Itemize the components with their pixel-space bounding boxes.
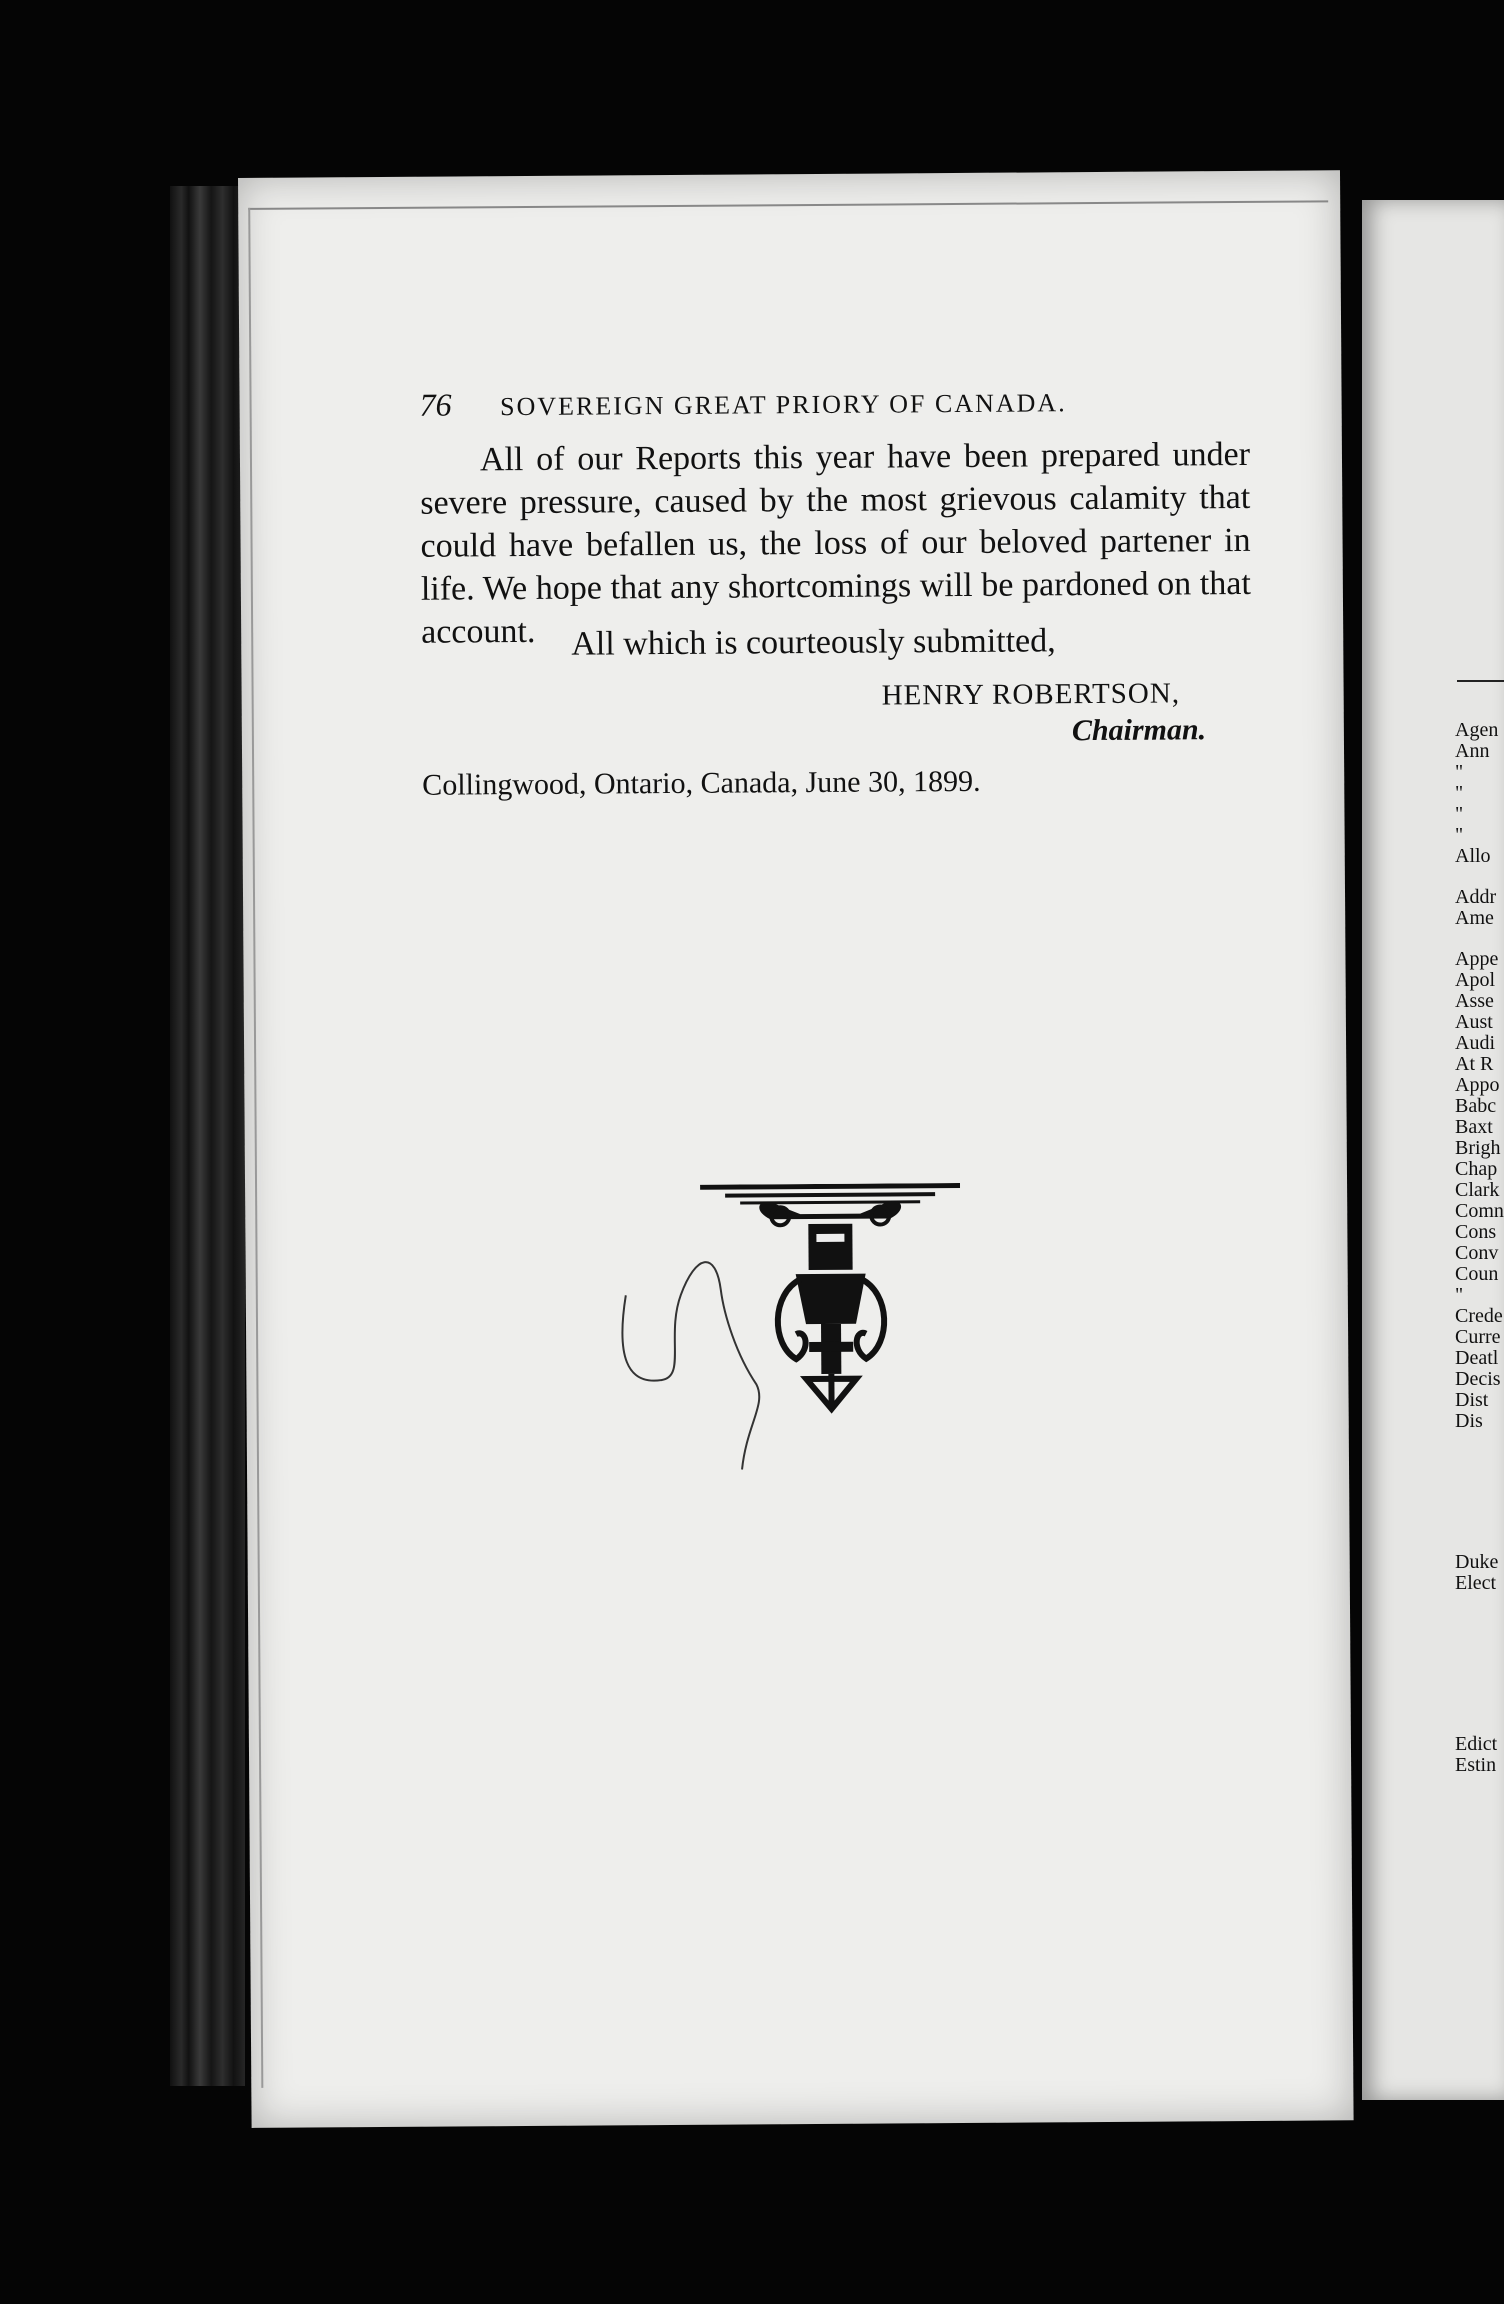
index-entry: Agen: [1455, 720, 1499, 741]
index-entry: Ame: [1455, 907, 1494, 929]
index-entry: Audi: [1455, 1032, 1495, 1054]
page-top-rule: [248, 200, 1328, 210]
index-entry: At R: [1455, 1053, 1494, 1075]
index-entry: Ann: [1455, 740, 1490, 762]
index-gap: [1455, 1594, 1504, 1734]
index-entry: Dist: [1455, 1389, 1489, 1411]
index-entry: Baxt: [1455, 1116, 1493, 1138]
book-page: [238, 170, 1354, 2128]
index-entry: Babc: [1455, 1095, 1497, 1117]
facing-page-rule: [1457, 680, 1504, 682]
page-number: 76: [419, 386, 452, 423]
index-entry: ": [1455, 824, 1464, 846]
facing-page: [1362, 200, 1504, 2100]
index-entry: Dis: [1455, 1410, 1483, 1432]
index-entry: Elect: [1455, 1572, 1497, 1594]
signer-name: HENRY ROBERTSON,: [881, 677, 1181, 712]
index-entry: ": [1455, 782, 1464, 804]
index-gap: [1455, 867, 1504, 887]
place-and-date: Collingwood, Ontario, Canada, June 30, 1899.: [422, 764, 981, 802]
index-entry: Appe: [1455, 948, 1499, 970]
stacked-page-edges: [170, 186, 245, 2086]
index-entry: Chap: [1455, 1158, 1498, 1180]
index-entry: Decis: [1455, 1368, 1501, 1390]
closing-line: All which is courteously submitted,: [571, 622, 1056, 663]
signer-title: Chairman.: [1071, 713, 1207, 748]
index-entry: Brigh: [1455, 1137, 1501, 1159]
index-entry: Duke: [1455, 1551, 1499, 1573]
running-head-title: SOVEREIGN GREAT PRIORY OF CANADA.: [500, 388, 1067, 422]
index-entry: Deatl: [1455, 1347, 1499, 1369]
index-entry: Conv: [1455, 1242, 1499, 1264]
index-gap: [1455, 1432, 1504, 1552]
index-entry: Cons: [1455, 1221, 1497, 1243]
index-column: [1455, 720, 1504, 1776]
index-entry: Curre: [1455, 1326, 1501, 1348]
running-head: [419, 380, 1319, 423]
index-entry: Clark: [1455, 1179, 1500, 1201]
index-entry: Appo: [1455, 1074, 1500, 1096]
index-entry: Crede: [1455, 1305, 1503, 1327]
index-entry: ": [1455, 761, 1464, 783]
index-entry: Aust: [1455, 1011, 1493, 1033]
index-entry: Addr: [1455, 886, 1497, 908]
index-entry: Apol: [1455, 969, 1495, 991]
index-entry: Comn: [1455, 1200, 1504, 1222]
index-entry: Allo: [1455, 845, 1491, 867]
index-entry: ": [1455, 803, 1464, 825]
index-gap: [1455, 929, 1504, 949]
index-entry: Coun: [1455, 1263, 1499, 1285]
index-entry: Asse: [1455, 990, 1494, 1012]
index-entry: Estin: [1455, 1754, 1497, 1776]
index-entry: Edict: [1455, 1733, 1498, 1755]
body-paragraph: All of our Reports this year have been prepared under severe pressure, caused by the most grievous calamity that could have befallen us, the loss of our beloved partener in life. We hope that any shortcomings will be pardoned on that account.: [420, 435, 1251, 651]
ornament-icon: [700, 1183, 962, 1445]
page-left-rule: [248, 208, 263, 2088]
index-entry: ": [1455, 1284, 1464, 1306]
